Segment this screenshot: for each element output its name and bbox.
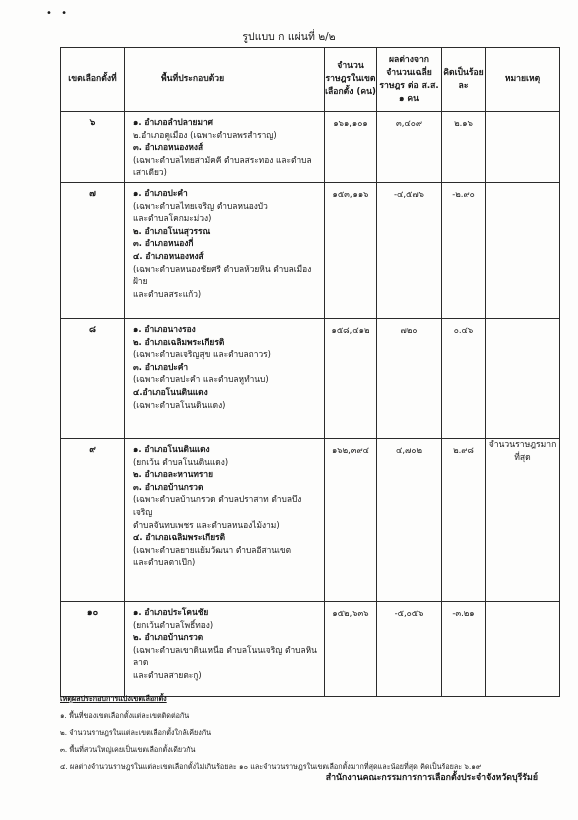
areas-cell [125,183,325,319]
difference-cell: -๕,๐๕๖ [377,602,442,697]
subdistrict-line: ๒.อำเภอคูเมือง (เฉพาะตำบลพรสำราญ) [133,129,277,140]
form-number: รูปแบบ ก แผ่นที่ ๒/๒ [242,31,336,43]
district-line: ๔. อำเภอหนองหงส์ [133,250,204,261]
subdistrict-line: ตำบลจันทบเพชร และตำบลหนองไม้งาม) [133,519,280,530]
subdistrict-line: (ยกเว้นตำบลโพธิ์ทอง) [133,619,214,630]
note-item: ๔. ผลต่างจำนวนราษฎรในแต่ละเขตเลือกตั้งไม่เกินร้อยละ ๑๐ และจำนวนราษฎรในเขตเลือกตั้งมากที่สุดและน้อยที่สุด คิดเป็นร้อยละ ๖.๑๙ [60,762,482,771]
note-item: ๑. พื้นที่ของเขตเลือกตั้งแต่ละเขตติดต่อกัน [60,711,190,720]
zone-number-cell: ๗ [61,183,125,319]
zone-number-cell: ๘ [61,319,125,439]
table-row [61,112,560,183]
table-row [61,319,560,439]
difference-cell: ๗๒๐ [377,319,442,439]
note-cell [486,112,560,183]
population-cell: ๑๕๓,๑๑๖ [325,183,377,319]
header-areas: พื้นที่ประกอบด้วย [125,48,325,112]
constituency-table [60,47,560,697]
district-line: ๑. อำเภอปะคำ [133,188,188,198]
scan-specks: • • [46,8,70,19]
district-line: ๑. อำเภอนางรอง [133,324,196,334]
zone-number-cell: ๑๐ [61,602,125,697]
subdistrict-line: (เฉพาะตำบลเจริญสุข และตำบลถาวร) [133,349,271,360]
subdistrict-line: (เฉพาะตำบลยายแย้มวัฒนา ตำบลอีสานเขต [133,544,292,555]
areas-cell [125,439,325,602]
subdistrict-line: (เฉพาะตำบลหนองชัยศรี ตำบลห้วยหิน ตำบลเมืองฝ้าย [133,263,312,287]
table-header-row [61,48,560,112]
difference-cell: ๓,๔๐๙ [377,112,442,183]
district-line: ๓. อำเภอบ้านกรวด [133,481,204,492]
zone-number-cell: ๙ [61,439,125,602]
subdistrict-line: (เฉพาะตำบลไทยเจริญ ตำบลหนองบัว [133,200,268,211]
district-line: ๒. อำเภอละหานทราย [133,469,213,480]
district-line: ๑. อำเภอลำปลายมาศ [133,117,213,127]
notes-title: เหตุผลประกอบการแบ่งเขตเลือกตั้ง [60,694,167,703]
notes-section [60,690,560,775]
district-line: ๒. อำเภอเฉลิมพระเกียรติ [133,336,225,347]
subdistrict-line: (เฉพาะตำบลเขาดินเหนือ ตำบลโนนเจริญ ตำบลหินลาด [133,644,317,668]
district-line: ๒. อำเภอโนนสุวรรณ [133,225,211,236]
note-item: ๒. จำนวนราษฎรในแต่ละเขตเลือกตั้งใกล้เคียงกัน [60,728,211,737]
note-cell [486,183,560,319]
table-row [61,183,560,319]
district-line: ๑. อำเภอโนนดินแดง [133,444,210,454]
district-line: ๓. อำเภอปะคำ [133,361,189,372]
district-line: ๑. อำเภอประโคนชัย [133,607,209,617]
subdistrict-line: และตำบลโคกมะม่วง) [133,213,212,224]
difference-cell: ๔,๗๐๒ [377,439,442,602]
table-row [61,439,560,602]
percent-cell: -๒.๙๐ [442,183,486,319]
district-line: ๔.อำเภอโนนดินแดง [133,386,208,397]
district-line: ๔. อำเภอเฉลิมพระเกียรติ [133,532,226,543]
header-percent: คิดเป็นร้อยละ [442,48,486,112]
subdistrict-line: และตำบลสระแก้ว) [133,288,202,299]
note-item: ๓. พื้นที่สวนใหญ่เคยเป็นเขตเลือกตั้งเดียวกัน [60,745,196,754]
subdistrict-line: (เฉพาะตำบลปะคำ และตำบลหูทำนบ) [133,374,269,385]
population-cell: ๑๕๘,๔๑๒ [325,319,377,439]
header-difference: ผลต่างจากจำนวนเฉลี่ยราษฎร ต่อ ส.ส. ๑ คน [377,48,442,112]
percent-cell: ๒.๙๘ [442,439,486,602]
district-line: ๓. อำเภอหนองหงส์ [133,142,204,153]
header-zone: เขตเลือกตั้งที่ [61,48,125,112]
header-population: จำนวนราษฎรในเขตเลือกตั้ง (คน) [325,48,377,112]
subdistrict-line: และตำบลสายตะกู) [133,669,202,680]
district-line: ๒. อำเภอบ้านกรวด [133,632,204,643]
subdistrict-line: และตำบลตาเป๊ก) [133,557,196,568]
subdistrict-line: (ยกเว้น ตำบลโนนดินแดง) [133,456,229,467]
difference-cell: -๔,๕๗๖ [377,183,442,319]
population-cell: ๑๖๑,๑๐๑ [325,112,377,183]
percent-cell: ๐.๔๖ [442,319,486,439]
note-cell [486,319,560,439]
district-line: ๓. อำเภอหนองกี่ [133,238,194,249]
population-cell: ๑๖๒,๓๙๔ [325,439,377,602]
percent-cell: -๓.๒๑ [442,602,486,697]
population-cell: ๑๕๒,๖๓๖ [325,602,377,697]
subdistrict-line: (เฉพาะตำบลไทยสามัคคี ตำบลสระทอง และตำบลเสาเดียว) [133,154,312,178]
areas-cell [125,319,325,439]
areas-cell [125,602,325,697]
subdistrict-line: (เฉพาะตำบลโนนดินแดง) [133,399,226,410]
percent-cell: ๒.๑๖ [442,112,486,183]
areas-cell [125,112,325,183]
header-note: หมายเหตุ [486,48,560,112]
table-row [61,602,560,697]
subdistrict-line: (เฉพาะตำบลบ้านกรวด ตำบลปราสาท ตำบลบึงเจริญ [133,494,302,517]
issuing-office: สำนักงานคณะกรรมการการเลือกตั้งประจำจังหวัดบุรีรัมย์ [325,773,538,783]
note-cell: จำนวนราษฎรมากที่สุด [486,439,560,602]
note-cell [486,602,560,697]
zone-number-cell: ๖ [61,112,125,183]
